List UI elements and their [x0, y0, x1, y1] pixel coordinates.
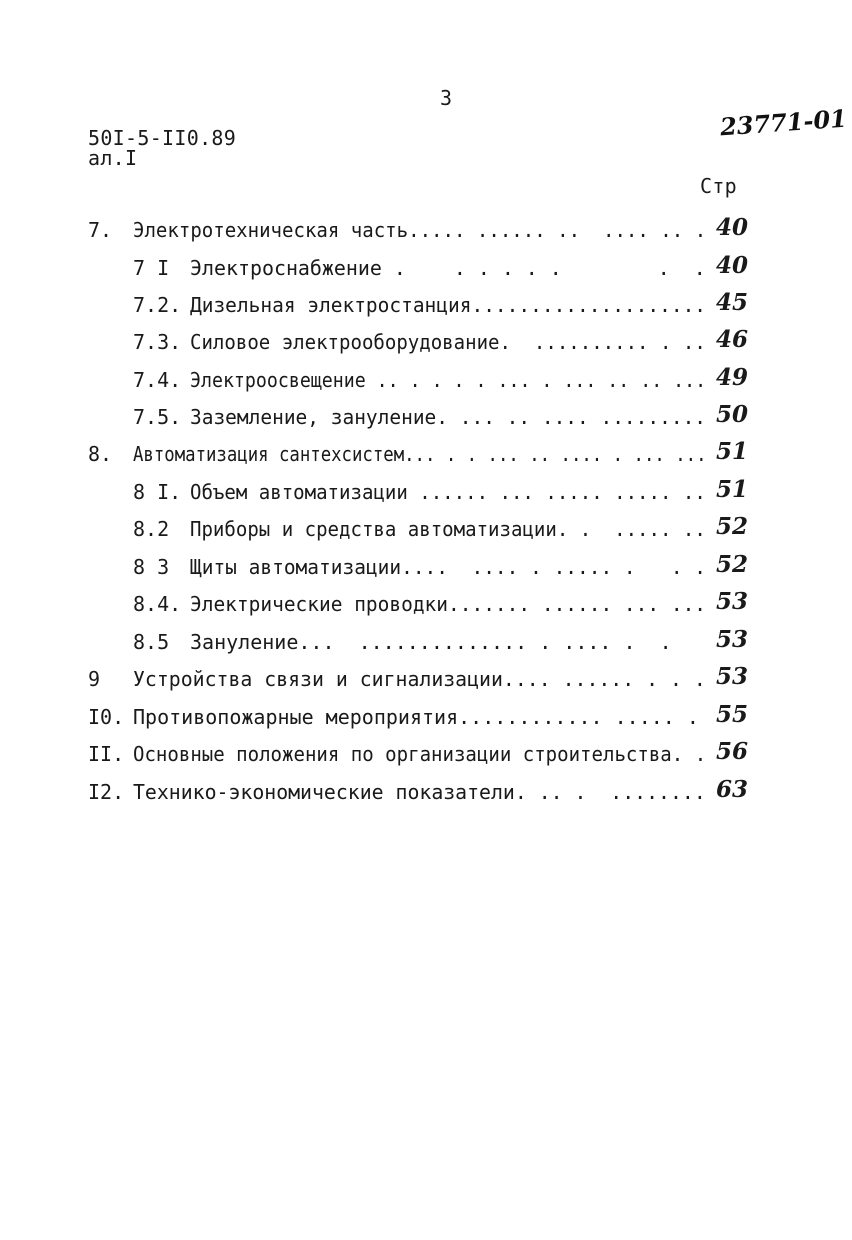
- toc-row-title: Объем автоматизации ...... ... ..... ..... ..: [190, 480, 706, 504]
- toc-row: [0, 364, 852, 398]
- toc-row: [0, 551, 852, 585]
- toc-row: [0, 289, 852, 323]
- toc-row-page: 63: [716, 776, 749, 803]
- toc-row-page: 55: [716, 701, 749, 728]
- toc-row-number: II.: [88, 742, 125, 766]
- toc-row-title: Электроосвещение .. . . . . ... . ... .. .. ...: [190, 368, 707, 392]
- toc-row-number: I2.: [88, 780, 125, 804]
- toc-row-number: 7.: [88, 218, 113, 242]
- album-label: ал.I: [88, 146, 138, 170]
- toc-row-number: 7.3.: [133, 330, 182, 354]
- toc-row-number: 8.: [88, 442, 113, 466]
- toc-row: [0, 438, 852, 472]
- toc-row: [0, 214, 852, 248]
- toc-row-title: Заземление, зануление. ... .. .... .........: [190, 405, 707, 429]
- toc-row-number: 7 I: [133, 256, 170, 280]
- toc-row: [0, 663, 852, 697]
- toc-row-page: 52: [716, 551, 749, 578]
- toc-row: [0, 588, 852, 622]
- toc-row-title: Приборы и средства автоматизации. . ..... ..: [190, 517, 706, 541]
- toc-row-title: Устройства связи и сигнализации.... ...... . . .: [133, 667, 706, 691]
- toc-row-title: Автоматизация сантехсистем... . . ... .. .... . ... ...: [133, 442, 707, 466]
- toc-row-page: 56: [716, 738, 749, 765]
- toc-row-number: 8 3: [133, 555, 170, 579]
- toc-row-page: 53: [716, 626, 749, 653]
- toc-row-number: 8 I.: [133, 480, 182, 504]
- page-number: 3: [440, 86, 453, 110]
- toc-row-page: 46: [716, 326, 749, 353]
- toc-row-title: Дизельная электростанция....................: [190, 293, 707, 317]
- toc-row: [0, 252, 852, 286]
- toc-row-title: Зануление... .............. . .... . .: [190, 630, 672, 654]
- toc-row-page: 51: [716, 438, 749, 465]
- toc-row-number: 8.5: [133, 630, 170, 654]
- toc-row-number: 7.4.: [133, 368, 182, 392]
- toc-row: [0, 401, 852, 435]
- toc-row-page: 53: [716, 663, 749, 690]
- handwritten-stamp-number: 23771-01: [719, 103, 848, 142]
- toc-row: [0, 513, 852, 547]
- toc-row: [0, 626, 852, 660]
- toc-row-page: 51: [716, 476, 749, 503]
- toc-row-page: 40: [716, 252, 749, 279]
- toc-row-title: Основные положения по организации строительства. .: [133, 742, 707, 766]
- toc-row-title: Щиты автоматизации.... .... . ..... . . .: [190, 555, 707, 579]
- toc-row-title: Силовое электрооборудование. .......... . ..: [190, 330, 706, 354]
- toc-row-page: 50: [716, 401, 749, 428]
- toc-row-title: Электроснабжение . . . . . . . .: [190, 256, 706, 280]
- toc-row-page: 53: [716, 588, 749, 615]
- toc-row-title: Электротехническая часть..... ...... .. .... .. .: [133, 218, 707, 242]
- toc-row-page: 45: [716, 289, 749, 316]
- toc-row-title: Противопожарные мероприятия............ ..... .: [133, 705, 699, 729]
- toc-row: [0, 776, 852, 810]
- toc-row-title: Технико-экономические показатели. .. . ........: [133, 780, 706, 804]
- toc-row: [0, 701, 852, 735]
- toc-row-title: Электрические проводки....... ...... ... ...: [190, 592, 707, 616]
- toc-row-page: 40: [716, 214, 749, 241]
- toc-row-number: 7.2.: [133, 293, 182, 317]
- document-code: 50I-5-II0.89: [88, 126, 237, 150]
- toc-row-page: 49: [716, 364, 749, 391]
- toc-row-page: 52: [716, 513, 749, 540]
- toc-row: [0, 326, 852, 360]
- page-column-header: Стр: [700, 174, 738, 198]
- toc-row-number: 7.5.: [133, 405, 182, 429]
- toc-row: [0, 476, 852, 510]
- toc-row-number: I0.: [88, 705, 125, 729]
- toc-row-number: 9: [88, 667, 101, 691]
- toc-row-number: 8.4.: [133, 592, 182, 616]
- toc-row: [0, 738, 852, 772]
- toc-row-number: 8.2: [133, 517, 170, 541]
